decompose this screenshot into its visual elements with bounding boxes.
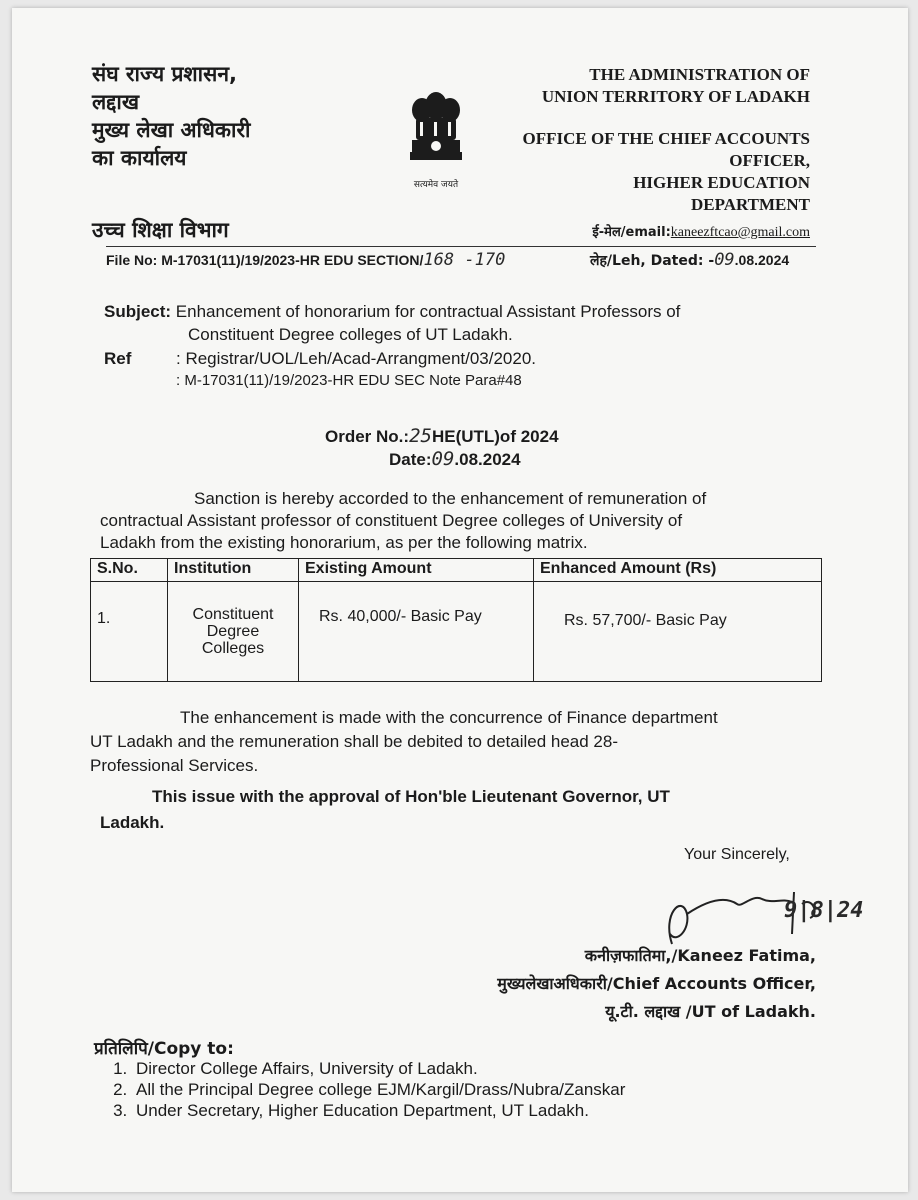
hindi-department: उच्च शिक्षा विभाग (92, 218, 229, 242)
signature-date-handwritten: 9|8|24 (784, 898, 864, 923)
subject-text-2: Constituent Degree colleges of UT Ladakh. (188, 325, 513, 344)
sanction-line-3: Ladakh from the existing honorarium, as per the following matrix. (100, 533, 588, 552)
approval-line-2: Ladakh. (100, 813, 165, 832)
ref-1: : Registrar/UOL/Leh/Acad-Arrangment/03/2020. (176, 349, 537, 368)
file-number-label: File No: M-17031(11)/19/2023-HR EDU SECTION/ (106, 252, 424, 268)
concurrence-line-3: Professional Services. (90, 756, 259, 775)
signatory-designation: मुख्यलेखाअधिकारी/Chief Accounts Officer, (497, 974, 816, 993)
file-number-handwritten: 168 -170 (423, 250, 506, 270)
cell-sno: 1. (91, 582, 168, 682)
ref-2: : M-17031(11)/19/2023-HR EDU SEC Note Para#48 (176, 372, 522, 389)
file-date-handwritten: 09 (714, 250, 735, 270)
email-address: kaneezftcao@gmail.com (670, 225, 810, 240)
col-existing: Existing Amount (299, 559, 534, 582)
admin-line-2: UNION TERRITORY OF LADAKH (541, 87, 810, 106)
office-line-3: HIGHER EDUCATION (633, 173, 810, 192)
english-header (450, 64, 810, 216)
ref-label: Ref (104, 349, 132, 368)
order-number-rest: HE(UTL)of 2024 (431, 427, 559, 446)
cell-existing: Rs. 40,000/- Basic Pay (299, 582, 534, 682)
matrix-header-row (91, 559, 822, 582)
approval-line-1: This issue with the approval of Hon'ble Lieutenant Governor, UT (152, 787, 670, 806)
col-enhanced: Enhanced Amount (Rs) (534, 559, 822, 582)
subject-text-1: Enhancement of honorarium for contractual Assistant Professors of (175, 302, 681, 321)
file-date-label: लेह/Leh, Dated: - (590, 253, 715, 269)
emblem-caption: सत्यमेव जयते (413, 180, 459, 190)
hindi-line-3: मुख्य लेखा अधिकारी (92, 118, 251, 142)
honorarium-matrix (90, 558, 822, 682)
cell-institution-1: Constituent (192, 606, 274, 623)
approval-paragraph (100, 784, 820, 836)
closing-salutation: Your Sincerely, (684, 846, 790, 863)
order-number-handwritten: 25 (409, 425, 432, 447)
list-item: 3. Under Secretary, Higher Education Department, UT Ladakh. (132, 1100, 832, 1121)
file-number (106, 250, 505, 270)
office-line-1: OFFICE OF THE CHIEF ACCOUNTS (522, 129, 810, 148)
email-label: ई-मेल/email: (592, 225, 671, 240)
col-sno: S.No. (91, 559, 168, 582)
table-row (91, 582, 822, 682)
order-number-label: Order No.: (325, 427, 410, 446)
concurrence-line-2: UT Ladakh and the remuneration shall be debited to detailed head 28- (90, 732, 619, 751)
admin-line-1: THE ADMINISTRATION OF (589, 65, 810, 84)
signatory-location: यू.टी. लद्दाख /UT of Ladakh. (605, 1002, 816, 1021)
subject-line-1 (104, 301, 680, 323)
col-institution: Institution (168, 559, 299, 582)
order-date (389, 448, 521, 471)
header-rule (106, 246, 816, 247)
hindi-line-2: लद्दाख (92, 90, 140, 114)
order-date-handwritten: 09 (431, 448, 455, 470)
subject-label: Subject: (104, 302, 172, 321)
office-line-4: DEPARTMENT (690, 195, 810, 214)
copy-to-label: प्रतिलिपि/Copy to: (94, 1039, 234, 1059)
office-line-2: OFFICER, (729, 151, 810, 170)
sanction-paragraph (100, 488, 820, 554)
signatory-name: कनीज़फातिमा,/Kaneez Fatima, (584, 946, 816, 965)
cell-institution-2: Degree (206, 623, 260, 640)
order-date-rest: .08.2024 (454, 450, 521, 469)
hindi-line-1: संघ राज्य प्रशासन, (92, 62, 237, 86)
list-item: 2. All the Principal Degree college EJM/Kargil/Drass/Nubra/Zanskar (132, 1079, 832, 1100)
document-page (12, 8, 908, 1192)
cell-institution-3: Colleges (201, 640, 265, 657)
file-date-rest: .08.2024 (734, 252, 790, 268)
copy-to-list (102, 1058, 832, 1121)
cell-institution (168, 582, 299, 682)
email-line (592, 222, 810, 241)
list-item: 1. Director College Affairs, University of Ladakh. (132, 1058, 832, 1079)
concurrence-paragraph (90, 706, 820, 778)
concurrence-line-1: The enhancement is made with the concurrence of Finance department (180, 708, 718, 727)
cell-enhanced: Rs. 57,700/- Basic Pay (534, 582, 822, 682)
order-date-label: Date: (389, 450, 432, 469)
sanction-line-1: Sanction is hereby accorded to the enhancement of remuneration of (194, 489, 707, 508)
order-number (325, 425, 559, 448)
hindi-line-4: का कार्यालय (92, 146, 187, 170)
hindi-header (92, 60, 372, 172)
file-date (590, 250, 789, 270)
sanction-line-2: contractual Assistant professor of constituent Degree colleges of University of (100, 511, 683, 530)
